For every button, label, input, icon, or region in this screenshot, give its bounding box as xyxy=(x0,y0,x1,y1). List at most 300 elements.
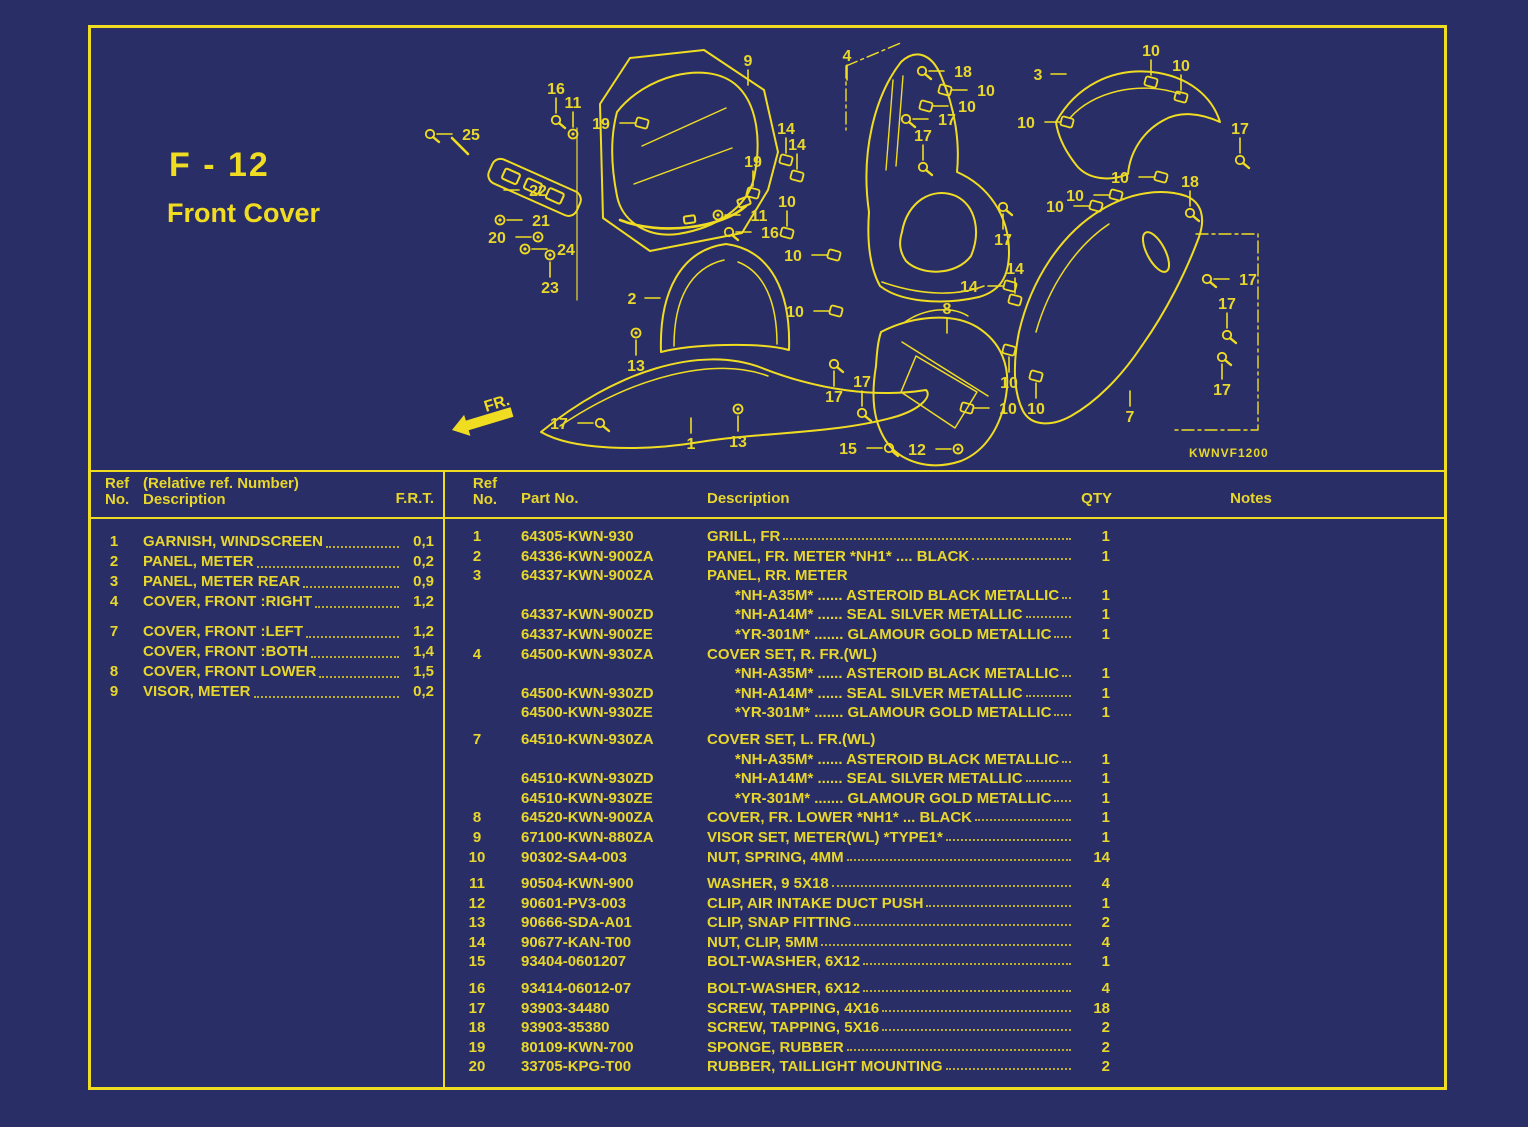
ref-no: 3 xyxy=(472,567,482,585)
ref-no: 3 xyxy=(109,573,119,590)
svg-text:17: 17 xyxy=(825,389,843,406)
description: COVER, FRONT LOWER xyxy=(143,663,317,680)
part-no: 64510-KWN-930ZD xyxy=(521,770,654,788)
description: *NH-A35M* ...... ASTEROID BLACK METALLIC xyxy=(735,665,1060,683)
callout-16 xyxy=(547,81,565,128)
page-title-name: Front Cover xyxy=(167,198,321,228)
dot-leader xyxy=(1062,597,1071,599)
svg-text:10: 10 xyxy=(1066,188,1084,205)
frt-value: 0,2 xyxy=(413,553,434,570)
callout-17 xyxy=(914,128,932,175)
description-cell xyxy=(671,665,1074,682)
callout-17 xyxy=(994,203,1012,249)
description-cell xyxy=(671,953,1074,970)
part-no: 64500-KWN-930ZA xyxy=(521,645,654,663)
svg-text:8: 8 xyxy=(942,301,952,318)
svg-text:3: 3 xyxy=(1033,67,1043,84)
description: *YR-301M* ....... GLAMOUR GOLD METALLIC xyxy=(735,789,1052,807)
frt-table-row xyxy=(99,663,434,683)
part-no: 67100-KWN-880ZA xyxy=(521,828,654,846)
svg-text:10: 10 xyxy=(958,99,976,116)
parts-table-row xyxy=(459,914,1441,934)
callout-9 xyxy=(744,53,753,85)
qty-value: 1 xyxy=(1101,828,1110,846)
dot-leader xyxy=(311,656,399,658)
svg-text:10: 10 xyxy=(999,401,1017,418)
description: NUT, CLIP, 5MM xyxy=(707,933,819,951)
qty-value: 2 xyxy=(1101,1038,1110,1056)
qty-value: 4 xyxy=(1101,933,1110,951)
ref-no: 15 xyxy=(468,953,486,971)
svg-text:10: 10 xyxy=(1017,115,1035,132)
description-cell xyxy=(671,934,1074,951)
svg-text:14: 14 xyxy=(777,121,795,138)
description: *YR-301M* ....... GLAMOUR GOLD METALLIC xyxy=(735,625,1052,643)
svg-text:7: 7 xyxy=(1125,409,1135,426)
svg-text:10: 10 xyxy=(784,248,802,265)
description-cell xyxy=(671,731,1074,748)
ref-no: 9 xyxy=(472,828,482,846)
description: GARNISH, WINDSCREEN xyxy=(143,533,324,550)
frt-table-rows xyxy=(99,533,434,703)
parts-table-row xyxy=(459,895,1441,915)
fr-direction-arrow xyxy=(452,392,513,436)
qty-value: 18 xyxy=(1093,999,1110,1017)
description-cell xyxy=(671,895,1074,912)
parts-table-row xyxy=(459,646,1441,666)
qty-value: 1 xyxy=(1101,684,1110,702)
description-cell xyxy=(671,1019,1074,1036)
svg-text:22: 22 xyxy=(529,183,547,200)
description: *NH-A14M* ...... SEAL SILVER METALLIC xyxy=(735,606,1023,624)
parts-table-row xyxy=(459,528,1441,548)
part-no: 64500-KWN-930ZD xyxy=(521,684,654,702)
part-no: 64500-KWN-930ZE xyxy=(521,704,653,722)
description-cell xyxy=(671,1058,1074,1075)
dot-leader xyxy=(1054,636,1071,638)
parts-table-row xyxy=(459,809,1441,829)
description-cell xyxy=(671,829,1074,846)
callout-17 xyxy=(1213,353,1231,399)
description: PANEL, METER xyxy=(143,553,254,570)
frt-value: 1,4 xyxy=(413,643,434,660)
frt-value: 0,1 xyxy=(413,533,434,550)
frt-value: 1,2 xyxy=(413,593,434,610)
parts-table-rows xyxy=(459,528,1441,1078)
parts-table-row xyxy=(459,980,1441,1000)
callout-17 xyxy=(853,374,871,421)
description-cell xyxy=(671,980,1074,997)
parts-table-row xyxy=(459,626,1441,646)
callout-12 xyxy=(908,442,962,459)
frt-value: 0,2 xyxy=(413,683,434,700)
parts-table-row xyxy=(459,1039,1441,1059)
callout-15 xyxy=(839,441,898,458)
description: PANEL, METER REAR xyxy=(143,573,301,590)
dot-leader xyxy=(975,819,1071,821)
callout-10 xyxy=(1017,115,1074,132)
svg-text:11: 11 xyxy=(564,95,582,112)
callout-10 xyxy=(1172,58,1190,103)
description-cell xyxy=(671,875,1074,892)
qty-value: 1 xyxy=(1101,770,1110,788)
description: SCREW, TAPPING, 5X16 xyxy=(707,1019,880,1037)
ref-no: 2 xyxy=(472,547,482,565)
description: COVER, FR. LOWER *NH1* ... BLACK xyxy=(707,809,973,827)
frt-value: 1,2 xyxy=(413,623,434,640)
frt-table-row xyxy=(99,623,434,643)
description: BOLT-WASHER, 6X12 xyxy=(707,980,861,998)
description-cell xyxy=(671,587,1074,604)
callout-14 xyxy=(788,137,806,182)
callout-10 xyxy=(1111,170,1168,187)
ref-no: 7 xyxy=(472,730,482,748)
exploded-parts-diagram xyxy=(91,28,1444,468)
svg-text:24: 24 xyxy=(557,242,575,259)
ref-no: 7 xyxy=(109,623,119,640)
description-cell xyxy=(671,914,1074,931)
parts-table-row xyxy=(459,685,1441,705)
ref-no: 19 xyxy=(468,1038,486,1056)
svg-text:10: 10 xyxy=(1172,58,1190,75)
callout-10 xyxy=(1027,370,1045,418)
dot-leader xyxy=(946,1068,1071,1070)
ref-no: 8 xyxy=(109,663,119,680)
part-no: 80109-KWN-700 xyxy=(521,1038,634,1056)
svg-text:10: 10 xyxy=(977,83,995,100)
callout-3 xyxy=(1034,67,1066,84)
qty-value: 2 xyxy=(1101,1058,1110,1076)
parts-table-row xyxy=(459,751,1441,771)
svg-text:14: 14 xyxy=(1006,261,1024,278)
left-header-description: (Relative ref. Number) Description xyxy=(143,475,299,508)
ref-no: 18 xyxy=(468,1019,486,1037)
svg-text:21: 21 xyxy=(532,213,550,230)
dot-leader xyxy=(854,924,1071,926)
callout-1 xyxy=(687,418,696,453)
part-no: 93414-06012-07 xyxy=(521,980,632,998)
description: SCREW, TAPPING, 4X16 xyxy=(707,999,880,1017)
qty-value: 2 xyxy=(1101,914,1110,932)
svg-text:15: 15 xyxy=(839,441,857,458)
parts-table-row xyxy=(459,953,1441,973)
part-no: 64510-KWN-930ZE xyxy=(521,789,653,807)
qty-value: 4 xyxy=(1101,980,1110,998)
dot-leader xyxy=(254,696,399,698)
ref-no: 1 xyxy=(109,533,119,550)
svg-text:4: 4 xyxy=(842,48,852,65)
parts-table-row xyxy=(459,1000,1441,1020)
callout-2 xyxy=(628,291,660,308)
qty-value: 1 xyxy=(1101,953,1110,971)
qty-value: 1 xyxy=(1101,606,1110,624)
svg-text:19: 19 xyxy=(744,154,762,171)
description-cell xyxy=(671,704,1074,721)
page-frame xyxy=(88,25,1447,1090)
description: CLIP, AIR INTAKE DUCT PUSH xyxy=(707,894,924,912)
callout-16 xyxy=(725,225,779,242)
part-no: 90504-KWN-900 xyxy=(521,875,634,893)
parts-table-row xyxy=(459,790,1441,810)
callout-17 xyxy=(1218,296,1236,343)
part-no: 64337-KWN-900ZE xyxy=(521,625,653,643)
description: COVER SET, R. FR.(WL) xyxy=(707,645,877,663)
qty-value: 14 xyxy=(1093,848,1110,866)
right-header-ref: Ref No. xyxy=(472,475,498,508)
part-no: 90302-SA4-003 xyxy=(521,848,627,866)
description-cell xyxy=(671,751,1074,768)
svg-text:10: 10 xyxy=(1142,43,1160,60)
callout-10 xyxy=(1142,43,1160,88)
dot-leader xyxy=(1054,800,1071,802)
parts-table-row xyxy=(459,587,1441,607)
dot-leader xyxy=(863,990,1071,992)
table-top-rule xyxy=(91,470,1444,472)
callout-10 xyxy=(786,304,843,321)
svg-text:10: 10 xyxy=(1027,401,1045,418)
dot-leader xyxy=(303,586,399,588)
qty-value: 1 xyxy=(1101,809,1110,827)
ref-no: 4 xyxy=(472,645,482,663)
part-no: 64510-KWN-930ZA xyxy=(521,730,654,748)
ref-no: 9 xyxy=(109,683,119,700)
ref-no: 20 xyxy=(468,1058,486,1076)
svg-text:13: 13 xyxy=(627,358,645,375)
dot-leader xyxy=(306,636,399,638)
callout-10 xyxy=(784,248,841,265)
svg-text:17: 17 xyxy=(938,112,956,129)
part-no: 93404-0601207 xyxy=(521,953,627,971)
svg-text:13: 13 xyxy=(729,434,747,451)
part-panel-meter-rear xyxy=(1056,71,1220,178)
dot-leader xyxy=(946,839,1071,841)
parts-table-row xyxy=(459,875,1441,895)
description: GRILL, FR xyxy=(707,528,781,545)
callout-layer xyxy=(426,43,1257,459)
dot-leader xyxy=(1026,616,1071,618)
callout-21 xyxy=(496,213,551,230)
svg-text:16: 16 xyxy=(761,225,779,242)
description: NUT, SPRING, 4MM xyxy=(707,848,844,866)
qty-value: 2 xyxy=(1101,1019,1110,1037)
svg-text:10: 10 xyxy=(1046,199,1064,216)
callout-10 xyxy=(778,194,796,239)
right-header-qty: QTY xyxy=(1081,490,1112,507)
ref-no: 14 xyxy=(468,933,486,951)
callout-19 xyxy=(744,154,762,199)
callout-17 xyxy=(1203,272,1257,289)
dot-leader xyxy=(882,1010,1071,1012)
svg-text:16: 16 xyxy=(547,81,565,98)
dot-leader xyxy=(926,905,1071,907)
ref-no: 16 xyxy=(468,980,486,998)
description: *YR-301M* ....... GLAMOUR GOLD METALLIC xyxy=(735,704,1052,722)
qty-value: 4 xyxy=(1101,875,1110,893)
dot-leader xyxy=(972,558,1071,560)
ref-no: 1 xyxy=(472,528,482,545)
part-no: 93903-34480 xyxy=(521,999,610,1017)
part-panel-meter xyxy=(661,244,789,352)
description: VISOR SET, METER(WL) *TYPE1* xyxy=(707,828,943,846)
description: COVER, FRONT :RIGHT xyxy=(143,593,313,610)
part-no: 93903-35380 xyxy=(521,1019,610,1037)
description-cell xyxy=(671,646,1074,663)
dot-leader xyxy=(847,859,1071,861)
callout-4 xyxy=(843,48,852,80)
right-header-part-no: Part No. xyxy=(521,490,579,507)
parts-table-row xyxy=(459,704,1441,724)
description-cell xyxy=(671,528,1074,545)
description: *NH-A35M* ...... ASTEROID BLACK METALLIC xyxy=(735,750,1060,768)
dot-leader xyxy=(315,606,399,608)
part-cover-front-lower xyxy=(873,310,1007,466)
description: *NH-A14M* ...... SEAL SILVER METALLIC xyxy=(735,684,1023,702)
parts-table-row xyxy=(459,567,1441,587)
svg-text:18: 18 xyxy=(954,64,972,81)
svg-text:10: 10 xyxy=(1000,375,1018,392)
parts-table-row xyxy=(459,548,1441,568)
description: COVER, FRONT :LEFT xyxy=(143,623,303,640)
frt-table-row xyxy=(99,643,434,663)
part-no: 64520-KWN-900ZA xyxy=(521,809,654,827)
frt-table-row xyxy=(99,683,434,703)
ref-no: 8 xyxy=(472,809,482,827)
dot-leader xyxy=(1062,761,1071,763)
qty-value: 1 xyxy=(1101,789,1110,807)
description: PANEL, FR. METER *NH1* .... BLACK xyxy=(707,547,970,565)
dot-leader xyxy=(832,885,1071,887)
dot-leader xyxy=(783,538,1071,540)
dot-leader xyxy=(1026,695,1071,697)
part-no: 90666-SDA-A01 xyxy=(521,914,632,932)
callout-10 xyxy=(960,401,1017,418)
description: CLIP, SNAP FITTING xyxy=(707,914,852,932)
svg-text:18: 18 xyxy=(1181,174,1199,191)
callout-17 xyxy=(825,360,843,406)
table-divider xyxy=(443,470,445,1087)
part-no: 64305-KWN-930 xyxy=(521,528,634,545)
dot-leader xyxy=(1026,780,1071,782)
svg-text:14: 14 xyxy=(960,279,978,296)
svg-text:10: 10 xyxy=(1111,170,1129,187)
dot-leader xyxy=(1054,714,1071,716)
callout-17 xyxy=(1231,121,1249,168)
callout-17 xyxy=(550,416,609,433)
description-cell xyxy=(671,790,1074,807)
qty-value: 1 xyxy=(1101,894,1110,912)
ref-no: 2 xyxy=(109,553,119,570)
parts-table-row xyxy=(459,665,1441,685)
part-visor-meter xyxy=(577,50,778,300)
parts-table-row xyxy=(459,770,1441,790)
diagram-code: KWNVF1200 xyxy=(1189,446,1269,460)
callout-13 xyxy=(729,405,747,452)
frt-table-row xyxy=(99,553,434,573)
svg-text:10: 10 xyxy=(786,304,804,321)
part-no: 64336-KWN-900ZA xyxy=(521,547,654,565)
description: COVER SET, L. FR.(WL) xyxy=(707,730,876,748)
dot-leader xyxy=(863,963,1071,965)
description-cell xyxy=(671,548,1074,565)
svg-text:25: 25 xyxy=(462,127,480,144)
svg-text:19: 19 xyxy=(592,116,610,133)
svg-text:17: 17 xyxy=(1218,296,1236,313)
callout-17 xyxy=(902,112,956,129)
description: *NH-A14M* ...... SEAL SILVER METALLIC xyxy=(735,770,1023,788)
description-cell xyxy=(671,1039,1074,1056)
parts-table-row xyxy=(459,1058,1441,1078)
qty-value: 1 xyxy=(1101,750,1110,768)
callout-18 xyxy=(1181,174,1199,221)
description-cell xyxy=(671,770,1074,787)
callout-13 xyxy=(627,329,645,376)
description-cell xyxy=(671,809,1074,826)
left-header-ref: Ref No. xyxy=(105,475,130,508)
ref-no: 4 xyxy=(109,593,119,610)
description-cell xyxy=(671,606,1074,623)
description: COVER, FRONT :BOTH xyxy=(143,643,308,660)
svg-text:1: 1 xyxy=(686,436,696,453)
qty-value: 1 xyxy=(1101,528,1110,545)
svg-text:17: 17 xyxy=(1239,272,1257,289)
svg-text:23: 23 xyxy=(541,280,559,297)
description-cell xyxy=(671,626,1074,643)
frt-table-row xyxy=(99,533,434,553)
parts-table-row xyxy=(459,829,1441,849)
callout-18 xyxy=(918,64,972,81)
frt-table-row xyxy=(99,593,434,613)
dot-leader xyxy=(257,566,399,568)
description: BOLT-WASHER, 6X12 xyxy=(707,953,861,971)
ref-no: 17 xyxy=(468,999,486,1017)
right-header-description: Description xyxy=(707,490,790,507)
dot-leader xyxy=(882,1029,1071,1031)
callout-20 xyxy=(488,230,542,247)
svg-text:17: 17 xyxy=(994,232,1012,249)
ref-no: 11 xyxy=(469,875,485,893)
table-header-rule xyxy=(91,517,1444,519)
qty-value: 1 xyxy=(1101,586,1110,604)
description: VISOR, METER xyxy=(143,683,251,700)
parts-table-row xyxy=(459,1019,1441,1039)
page-title-code: F - 12 xyxy=(169,146,270,184)
callout-8 xyxy=(943,301,952,333)
description-cell xyxy=(671,1000,1074,1017)
fr-label: FR. xyxy=(482,392,512,416)
frt-value: 1,5 xyxy=(413,663,434,680)
svg-text:17: 17 xyxy=(550,416,568,433)
description: WASHER, 9 5X18 xyxy=(707,875,829,893)
svg-text:12: 12 xyxy=(908,442,926,459)
qty-value: 1 xyxy=(1101,704,1110,722)
svg-text:20: 20 xyxy=(488,230,506,247)
parts-table-row xyxy=(459,934,1441,954)
svg-text:2: 2 xyxy=(627,291,637,308)
dot-leader xyxy=(319,676,399,678)
part-no: 90677-KAN-T00 xyxy=(521,933,632,951)
description: RUBBER, TAILLIGHT MOUNTING xyxy=(707,1058,943,1076)
callout-7 xyxy=(1126,391,1135,426)
frt-value: 0,9 xyxy=(413,573,434,590)
description: SPONGE, RUBBER xyxy=(707,1038,844,1056)
dot-leader xyxy=(1062,675,1071,677)
qty-value: 1 xyxy=(1101,665,1110,683)
svg-text:11: 11 xyxy=(750,208,768,225)
qty-value: 1 xyxy=(1101,547,1110,565)
ref-no: 12 xyxy=(468,894,486,912)
part-no: 64337-KWN-900ZD xyxy=(521,606,654,624)
part-no: 33705-KPG-T00 xyxy=(521,1058,632,1076)
